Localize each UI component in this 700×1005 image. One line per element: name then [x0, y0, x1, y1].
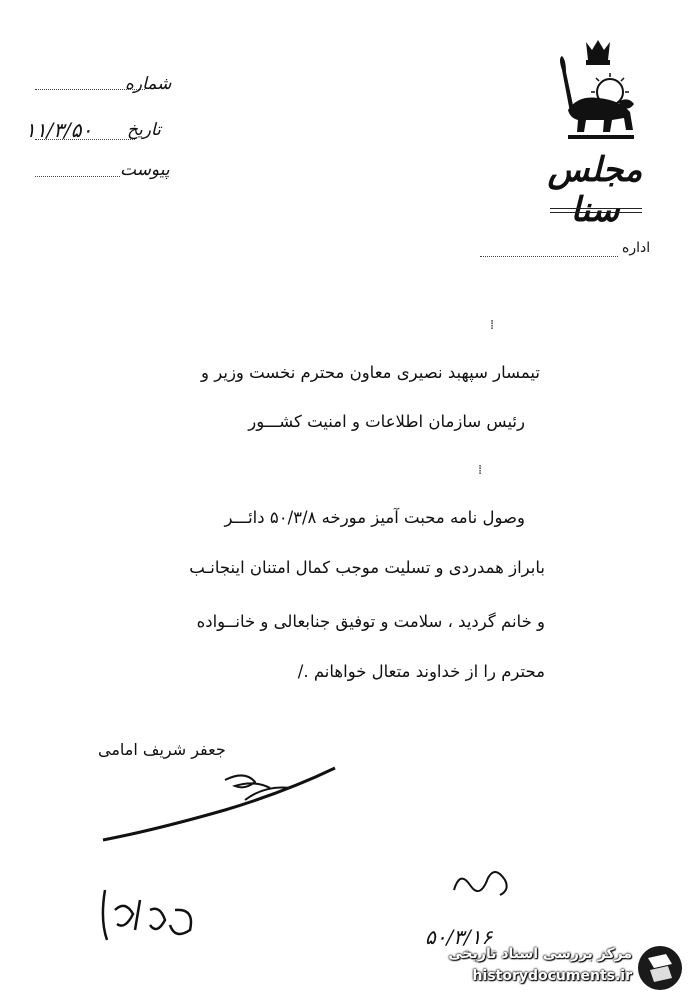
- body-line-2: بابراز همدردی و تسلیت موجب کمال امتنان اینجانـب: [189, 558, 545, 577]
- body-line-4: محترم را از خداوند متعال خواهانم ./: [297, 662, 545, 681]
- watermark-url: historydocuments.ir: [472, 968, 632, 984]
- date-field-line: [35, 138, 135, 140]
- archive-logo-icon: [636, 944, 684, 992]
- attachment-field-line: [35, 175, 120, 177]
- number-label: شماره: [125, 74, 172, 94]
- attachment-label: پیوست: [120, 160, 170, 180]
- lion-and-sun-emblem-icon: [548, 40, 648, 145]
- signature-icon: [95, 760, 345, 850]
- recipient-line-2: رئیس سازمان اطلاعات و امنیت کشـــور: [248, 412, 525, 431]
- watermark: [440, 944, 692, 994]
- signer-name: جعفر شریف امامی: [98, 740, 226, 759]
- binder-mark-icon: ⁞: [478, 463, 483, 478]
- number-field-line: [35, 88, 145, 90]
- binder-mark-icon: ⁞: [490, 318, 495, 333]
- date-label: تاریخ: [127, 120, 161, 140]
- body-line-1: وصول نامه محبت آمیز مورخه ۵۰/۳/۸ دائـــر: [224, 508, 525, 527]
- institution-title: مجلس سنا: [547, 150, 643, 230]
- department-field-line: [480, 255, 618, 257]
- recipient-line-1: تیمسار سپهبد نصیری معاون محترم نخست وزیر و: [201, 363, 540, 382]
- department-label: اداره: [622, 240, 651, 256]
- letterhead-rule: [550, 208, 642, 213]
- watermark-title: مرکز بررسی اسناد تاریخی: [448, 946, 632, 962]
- handwritten-initials-icon: [450, 860, 520, 910]
- body-line-3: و خانم گردید ، سلامت و توفیق جنابعالی و خانــواده: [196, 612, 545, 631]
- date-value: ۱۱/۳/۵۰: [25, 118, 93, 142]
- handwritten-date: ۵۰/۳/۱۶: [425, 925, 493, 949]
- handwritten-note-icon: [95, 880, 205, 950]
